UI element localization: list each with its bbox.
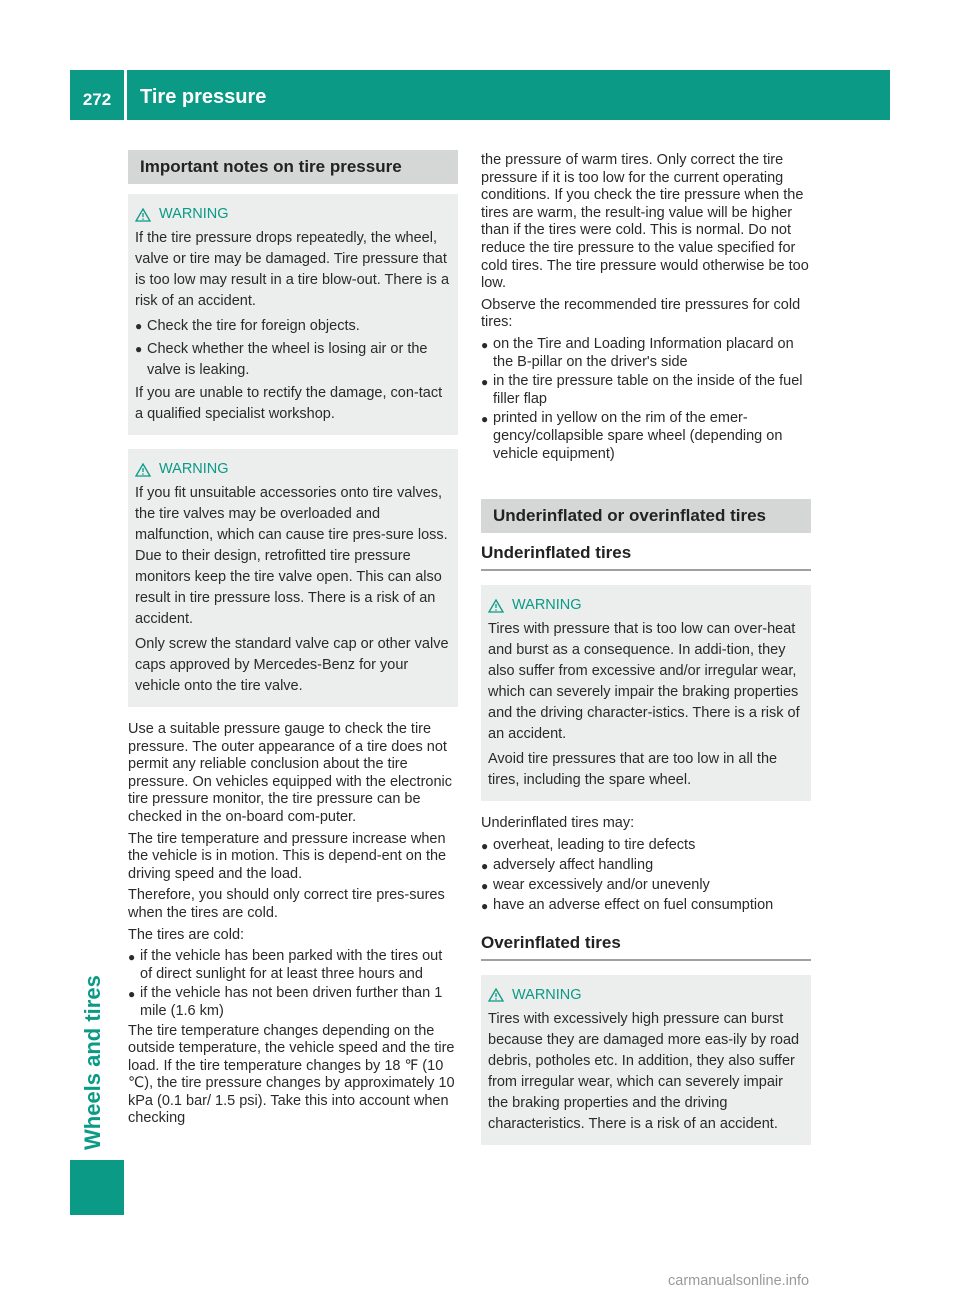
list-item: ● have an adverse effect on fuel consumption bbox=[481, 896, 774, 913]
paragraph: Observe the recommended tire pressures for cold tires: bbox=[481, 296, 801, 331]
paragraph: Therefore, you should only correct tire pres-sures when the tires are cold. bbox=[128, 887, 445, 921]
right-column bbox=[481, 152, 811, 1159]
bullet-icon: ● bbox=[481, 412, 489, 427]
warning-label: WARNING bbox=[159, 206, 229, 222]
bullet-icon: ● bbox=[135, 319, 143, 333]
side-tab-marker bbox=[70, 1160, 124, 1215]
warning-header bbox=[488, 595, 803, 616]
list-item: ● on the Tire and Loading Information placard on the B-pillar on the driver's side bbox=[481, 335, 794, 370]
section-title: Tire pressure bbox=[140, 86, 267, 108]
subheading: Overinflated tires bbox=[481, 933, 811, 961]
bullet-icon: ● bbox=[135, 342, 143, 356]
subheading: Underinflated tires bbox=[481, 543, 811, 571]
warning-triangle-icon bbox=[488, 988, 504, 1002]
body-text bbox=[481, 815, 811, 915]
list-item: ● wear excessively and/or unevenly bbox=[481, 876, 710, 893]
header-divider bbox=[124, 70, 127, 120]
paragraph: The tire temperature changes depending on the outside temperature, the vehicle speed and the tire load. If the tire temperature changes by 18 ℉ (10 ℃), the tire pressure changes by approximately 10 kPa (0.1 bar/ 1.5 psi). Take this into account when checking bbox=[128, 1022, 455, 1127]
warning-box bbox=[481, 975, 811, 1145]
list-item: ● overheat, leading to tire defects bbox=[481, 836, 696, 853]
page-number: 272 bbox=[82, 90, 112, 109]
list-item: ● Check the tire for foreign objects. bbox=[135, 316, 450, 337]
paragraph: the pressure of warm tires. Only correct the tire pressure if it is too low for the current operating conditions. If you check the tire pressure when the tires are warm, the result-ing value will be higher than if the tires were cold. This is normal. Do not reduce the tire pressure to the value specified for cold tires. The tire pressure would otherwise be too low. bbox=[481, 152, 809, 292]
paragraph: Underinflated tires may: bbox=[481, 815, 635, 832]
warning-text: If the tire pressure drops repeatedly, the wheel, valve or tire may be damaged. Tire pressure that is too low may result in a tire blow-out. There is a risk of an accident. bbox=[135, 230, 450, 309]
list-item: ● in the tire pressure table on the inside of the fuel filler flap bbox=[481, 373, 803, 407]
list-item: ● if the vehicle has been parked with the tires out of direct sunlight for at least three hours and bbox=[128, 948, 443, 982]
warning-header bbox=[135, 459, 450, 480]
list-item: ● Check whether the wheel is losing air or the valve is leaking. bbox=[135, 339, 450, 381]
warning-triangle-icon bbox=[135, 463, 151, 477]
warning-label: WARNING bbox=[159, 461, 229, 477]
bullet-icon: ● bbox=[128, 950, 136, 965]
bullet-icon: ● bbox=[128, 987, 136, 1002]
paragraph: The tire temperature and pressure increase when the vehicle is in motion. This is depend-ent on the driving speed and the load. bbox=[128, 830, 447, 882]
bullet-icon: ● bbox=[481, 898, 489, 913]
warning-text: Tires with pressure that is too low can over-heat and burst as a consequence. In addi-tion, they also suffer from excessive and/or irregular wear, which can severely impair the braking properties and the driving character-istics. There is a risk of an accident. bbox=[488, 621, 800, 743]
warning-label: WARNING bbox=[512, 986, 582, 1003]
paragraph: The tires are cold: bbox=[128, 926, 245, 943]
warning-text: Only screw the standard valve cap or other valve caps approved by Mercedes-Benz for your vehicle onto the tire valve. bbox=[135, 636, 449, 694]
bullet-icon: ● bbox=[481, 838, 489, 853]
body-text bbox=[128, 721, 458, 1128]
watermark: carmanualsonline.info bbox=[668, 1273, 810, 1289]
topic-heading: Underinflated or overinflated tires bbox=[481, 499, 811, 533]
paragraph: Use a suitable pressure gauge to check the tire pressure. The outer appearance of a tire does not permit any reliable conclusion about the tire pressure. On vehicles equipped with the electronic tire pressure monitor, the tire pressure can be checked in the on-board com-puter. bbox=[128, 721, 453, 825]
warning-box bbox=[128, 194, 458, 435]
warning-box bbox=[128, 449, 458, 707]
warning-text: Avoid tire pressures that are too low in all the tires, including the spare wheel. bbox=[488, 751, 778, 789]
left-column bbox=[128, 150, 458, 1132]
bullet-icon: ● bbox=[481, 878, 489, 893]
warning-header bbox=[488, 985, 803, 1006]
warning-box bbox=[481, 585, 811, 801]
warning-triangle-icon bbox=[488, 599, 504, 613]
warning-header bbox=[135, 204, 450, 225]
warning-text: If you fit unsuitable accessories onto tire valves, the tire valves may be overloaded and malfunction, which can cause tire pres-sure loss. Due to their design, retrofitted tire pressure monitors keep the tire valve open. This can also result in tire pressure loss. There is a risk of an accident. bbox=[135, 485, 448, 627]
warning-text: If you are unable to rectify the damage, con-tact a qualified specialist workshop. bbox=[135, 385, 443, 422]
side-tab-label: Wheels and tires bbox=[80, 975, 105, 1150]
warning-label: WARNING bbox=[512, 597, 582, 614]
list-item: ● if the vehicle has not been driven further than 1 mile (1.6 km) bbox=[128, 985, 443, 1019]
bullet-icon: ● bbox=[481, 375, 489, 390]
topic-heading: Important notes on tire pressure bbox=[128, 150, 458, 184]
warning-text: Tires with excessively high pressure can burst because they are damaged more eas-ily by road debris, potholes etc. In addition, they also suffer from irregular wear, which can severely impair the braking properties and the driving characteristics. There is a risk of an accident. bbox=[488, 1010, 800, 1132]
warning-triangle-icon bbox=[135, 208, 151, 222]
bullet-icon: ● bbox=[481, 337, 489, 352]
list-item: ● adversely affect handling bbox=[481, 856, 654, 873]
body-text bbox=[481, 152, 811, 463]
bullet-icon: ● bbox=[481, 858, 489, 873]
list-item: ● printed in yellow on the rim of the emer-gency/collapsible spare wheel (depending on vehicle equipment) bbox=[481, 410, 783, 462]
